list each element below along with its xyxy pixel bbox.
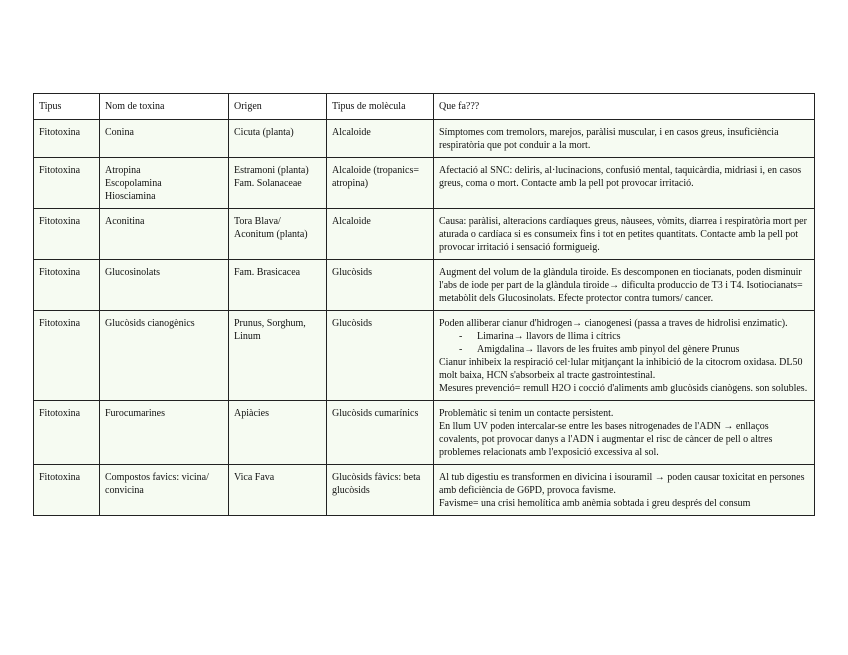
cell-molecula-line: Glucòsids [332, 267, 372, 278]
header-que-fa: Que fa??? [434, 94, 815, 120]
cell-nom [100, 401, 229, 465]
cell-origen [229, 311, 327, 401]
cell-origen [229, 260, 327, 311]
header-molecula: Tipus de molècula [327, 94, 434, 120]
cell-nom-line: Compostos favics: vicina/ convicina [105, 472, 209, 496]
cell-nom [100, 209, 229, 260]
cell-que-fa-line: Al tub digestiu es transformen en divicina i isouramil → poden causar toxicitat en persones amb deficiència de G6PD, provoca favisme. [439, 472, 805, 496]
cell-nom-line: Conina [105, 127, 134, 138]
table-header-row [34, 94, 815, 120]
cell-que-fa-line: Augment del volum de la glàndula tiroide. Es descomponen en tiocianats, poden disminuir l'abs de iode per part de la glàndula tiroide→ dificulta produccio de T3 i T4. Isotiocianats= metabòlit dels Glucosinolats. Efecte protector contra tumors/ cancer. [439, 267, 803, 304]
sub-list-text: Limarina→ llavors de llima i cítrics [477, 331, 621, 342]
cell-que-fa-line: Poden alliberar cianur d'hidrogen→ cianogenesi (passa a traves de hidrolisi enzimatic). [439, 318, 788, 329]
cell-origen-line: Tora Blava/ Aconitum (planta) [234, 216, 308, 240]
cell-origen [229, 401, 327, 465]
cell-que-fa-line: Cianur inhibeix la respiració cel·lular mitjançant la inhibició de la citocrom oxidasa. DL50 molt baixa, HCN s'absorbeix al tracte gastrointestinal. [439, 357, 803, 381]
cell-que-fa-line: Causa: paràlisi, alteracions cardíaques greus, nàusees, vòmits, diarrea i respiratòria mort per aturada o cardíaca si es consumeix fins i tot en petites quantitats. Contacte amb la pell pot provocar irritació i sensació formigueig. [439, 216, 807, 253]
cell-origen-line: Fam. Brasicacea [234, 267, 301, 278]
cell-tipus: Fitotoxina [34, 209, 100, 260]
cell-tipus: Fitotoxina [34, 401, 100, 465]
cell-molecula-line: Glucòsids cumarínics [332, 408, 419, 419]
sub-list-text: Amigdalina→ llavors de les fruites amb pinyol del gènere Prunus [477, 344, 740, 355]
cell-que-fa [434, 260, 815, 311]
cell-molecula-line: Glucòsids [332, 318, 372, 329]
cell-nom [100, 120, 229, 158]
cell-tipus: Fitotoxina [34, 158, 100, 209]
header-origen: Origen [229, 94, 327, 120]
cell-molecula [327, 158, 434, 209]
cell-que-fa [434, 401, 815, 465]
cell-nom [100, 260, 229, 311]
cell-molecula [327, 209, 434, 260]
table-row [34, 120, 815, 158]
cell-molecula [327, 260, 434, 311]
cell-molecula [327, 311, 434, 401]
cell-que-fa [434, 209, 815, 260]
table-body [34, 94, 815, 516]
cell-nom-line: Glucosinolats [105, 267, 160, 278]
cell-nom-line: Hiosciamina [105, 191, 156, 202]
header-nom: Nom de toxina [100, 94, 229, 120]
cell-molecula [327, 401, 434, 465]
cell-que-fa-line: Favisme= una crisi hemolítica amb anèmia sobtada i greu després del consum [439, 498, 751, 509]
cell-nom [100, 158, 229, 209]
cell-molecula-line: Alcaloide [332, 216, 371, 227]
sub-list-item [439, 330, 809, 343]
cell-molecula [327, 120, 434, 158]
table-row [34, 311, 815, 401]
cell-nom-line: Atropina [105, 165, 141, 176]
cell-que-fa [434, 158, 815, 209]
cell-que-fa-line: Mesures prevenció= remull H2O i cocció d'aliments amb glucòsids cianògens. son solubles. [439, 383, 808, 394]
cell-tipus: Fitotoxina [34, 260, 100, 311]
cell-origen [229, 209, 327, 260]
cell-tipus: Fitotoxina [34, 465, 100, 516]
cell-que-fa-line: Símptomes com tremolors, marejos, paràlisi muscular, i en casos greus, insuficiència respiratòria que pot conduir a la mort. [439, 127, 779, 151]
cell-molecula-line: Alcaloide (tropanics= atropina) [332, 165, 419, 189]
list-dash-icon: - [459, 344, 463, 355]
cell-nom [100, 465, 229, 516]
cell-origen-line: Vica Fava [234, 472, 275, 483]
cell-origen-line: Estramoni (planta) [234, 165, 309, 176]
cell-que-fa [434, 120, 815, 158]
cell-que-fa [434, 465, 815, 516]
cell-que-fa-line: Problemàtic si tenim un contacte persistent. [439, 408, 614, 419]
cell-origen [229, 120, 327, 158]
cell-nom-line: Furocumarines [105, 408, 165, 419]
table-row [34, 158, 815, 209]
cell-origen [229, 465, 327, 516]
cell-tipus: Fitotoxina [34, 120, 100, 158]
cell-molecula [327, 465, 434, 516]
sub-list-item [439, 343, 809, 356]
table-row [34, 260, 815, 311]
cell-que-fa [434, 311, 815, 401]
cell-molecula-line: Alcaloide [332, 127, 371, 138]
header-tipus: Tipus [34, 94, 100, 120]
table-row [34, 209, 815, 260]
cell-origen-line: Fam. Solanaceae [234, 178, 302, 189]
cell-nom-line: Aconitina [105, 216, 145, 227]
cell-molecula-line: Glucòsids fàvics: beta glucòsids [332, 472, 421, 496]
cell-nom [100, 311, 229, 401]
toxins-table [33, 93, 815, 516]
cell-nom-line: Escopolamina [105, 178, 162, 189]
cell-origen-line: Cicuta (planta) [234, 127, 294, 138]
cell-que-fa-line: En llum UV poden intercalar-se entre les bases nitrogenades de l'ADN → enllaços covalents, pot provocar danys a l'ADN i augmentar el risc de càncer de pell o altres problemes relacionats amb l'exposició excessiva al sol. [439, 421, 773, 458]
cell-origen-line: Prunus, Sorghum, Linum [234, 318, 306, 342]
list-dash-icon: - [459, 331, 463, 342]
table-row [34, 465, 815, 516]
cell-tipus: Fitotoxina [34, 311, 100, 401]
cell-origen-line: Apiàcies [234, 408, 269, 419]
cell-origen [229, 158, 327, 209]
table-row [34, 401, 815, 465]
cell-nom-line: Glucòsids cianogènics [105, 318, 195, 329]
cell-que-fa-line: Afectació al SNC: deliris, al·lucinacions, confusió mental, taquicàrdia, midriasi i, en casos greus, coma o mort. Contacte amb la pell pot provocar irritació. [439, 165, 802, 189]
